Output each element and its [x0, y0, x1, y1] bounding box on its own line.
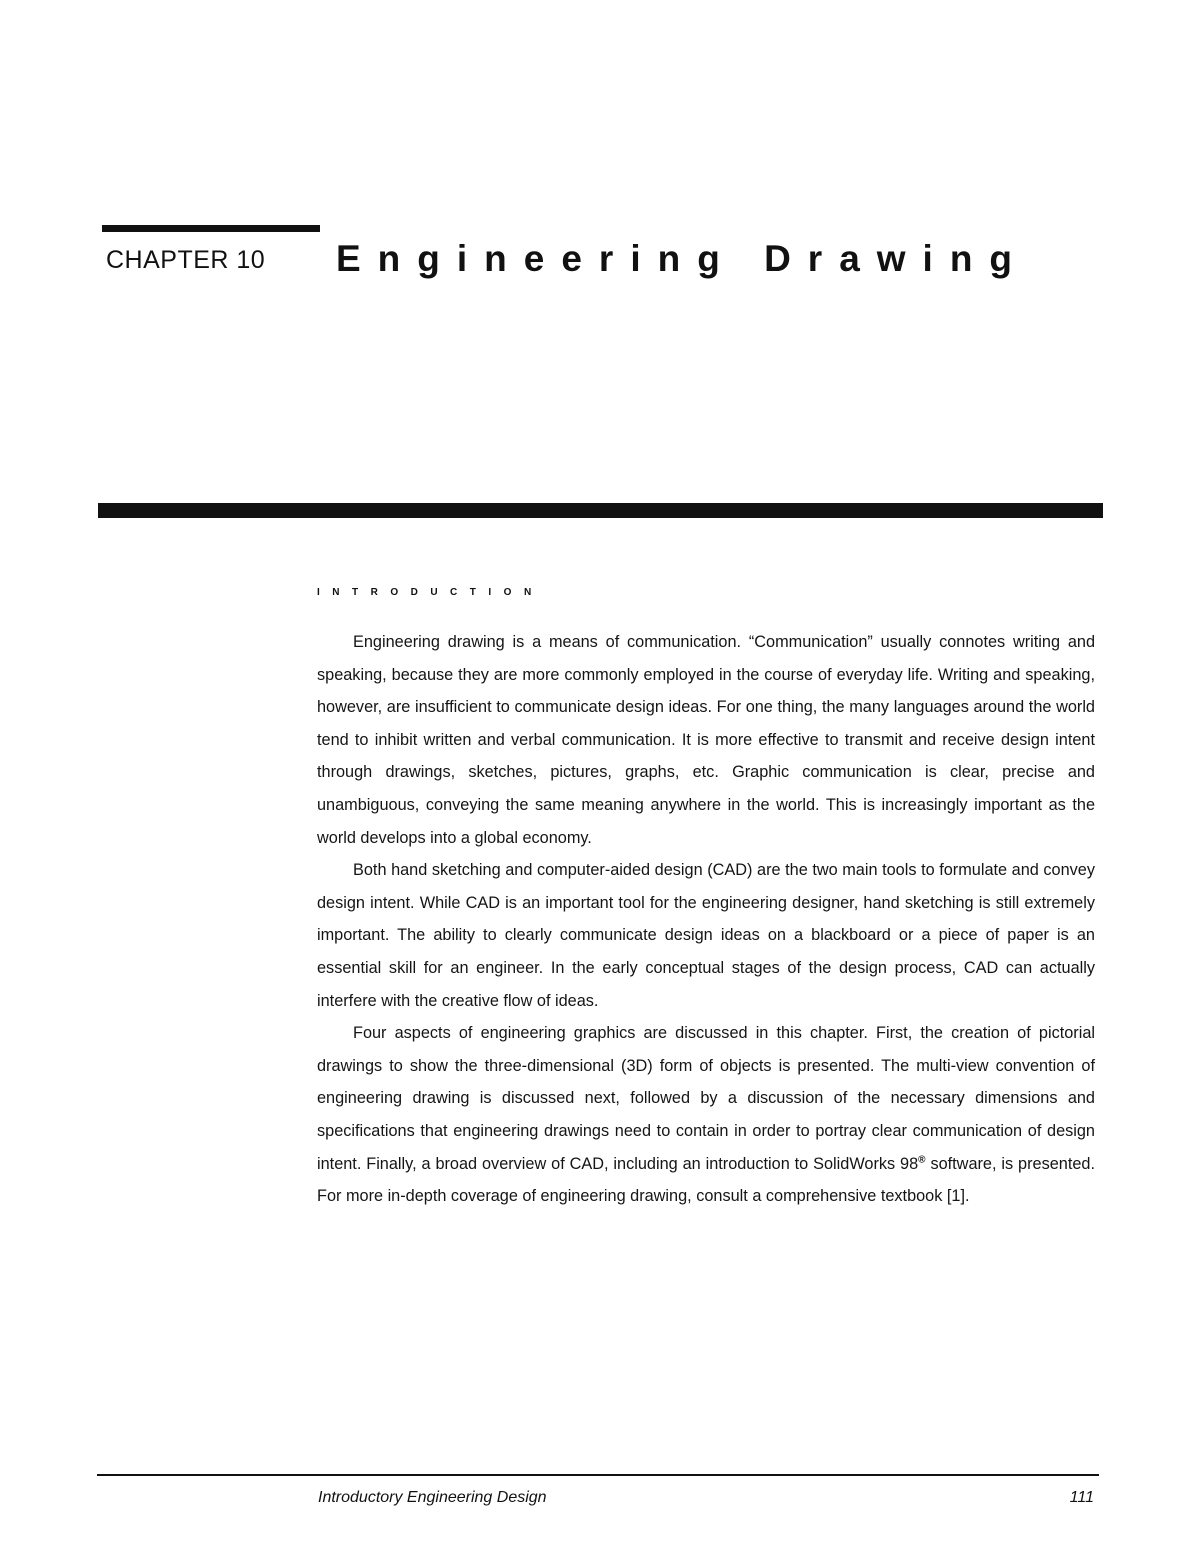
paragraph-2: Both hand sketching and computer-aided design (CAD) are the two main tools to formulate and convey design intent. While CAD is an important tool for the engineering designer, hand sketching is still extremely important. The ability to clearly communicate design ideas on a blackboard or a piece of paper is an essential skill for an engineer. In the early conceptual stages of the design process, CAD can actually interfere with the creative flow of ideas. — [317, 861, 1095, 1010]
chapter-title: Engineering Drawing — [336, 238, 1030, 279]
footer-page-number: 111 — [1069, 1489, 1094, 1506]
paragraph-1: Engineering drawing is a means of communication. “Communication” usually connotes writing and speaking, because they are more commonly employed in the course of everyday life. Writing and speaking, however, are insufficient to communicate design ideas. For one thing, the many languages around the world tend to inhibit written and verbal communication. It is more effective to transmit and receive design intent through drawings, sketches, pictures, graphs, etc. Graphic communication is clear, precise and unambiguous, conveying the same meaning anywhere in the world. This is increasingly important as the world develops into a global economy. — [317, 633, 1095, 847]
paragraph-3-part-2: software, is presented. For more in-depth coverage of engineering drawing, consult a comprehensive textbook [1]. — [317, 1154, 1095, 1206]
chapter-top-rule — [102, 225, 320, 232]
section-divider-rule — [98, 503, 1103, 518]
paragraph-3 — [317, 1017, 1095, 1213]
body-text — [317, 626, 1095, 1213]
registered-mark: ® — [918, 1154, 926, 1166]
chapter-label: CHAPTER 10 — [106, 246, 266, 274]
footer-book-title: Introductory Engineering Design — [318, 1489, 547, 1506]
paragraph-3-part-1: Four aspects of engineering graphics are discussed in this chapter. First, the creation of pictorial drawings to show the three-dimensional (3D) form of objects is presented. The multi-view convention of engineering drawing is discussed next, followed by a discussion of the necessary dimensions and specifications that engineering drawings need to contain in order to portray clear communication of design intent. Finally, a broad overview of CAD, including an introduction to SolidWorks 98 — [317, 1024, 1095, 1173]
section-heading: INTRODUCTION — [317, 587, 544, 598]
footer-rule — [97, 1474, 1099, 1476]
